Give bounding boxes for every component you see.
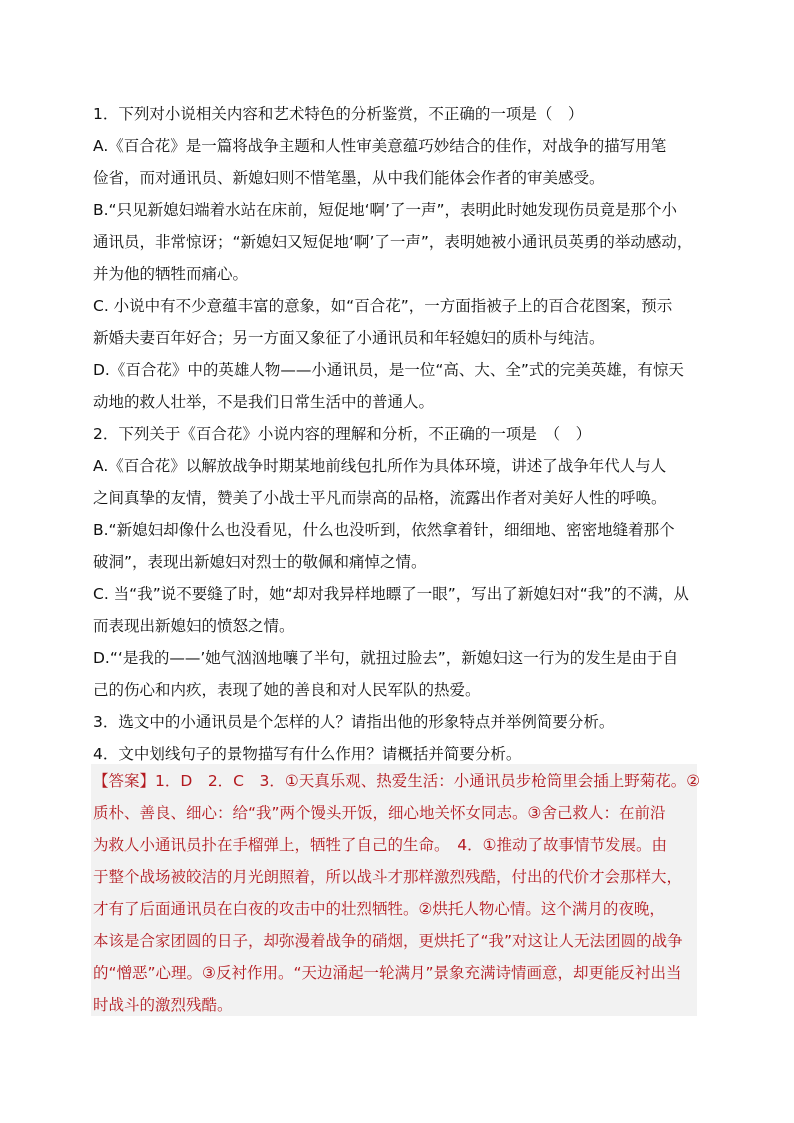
answer-line: 为救人小通讯员扑在手榴弹上，牺牲了自己的生命。 4．①推动了故事情节发展。由 <box>93 836 668 854</box>
q1-option-a-cont: 俭省，而对通讯员、新媳妇则不惜笔墨，从中我们能体会作者的审美感受。 <box>93 169 605 187</box>
q1-option-b: B.“只见新媳妇端着水站在床前，短促地‘啊’了一声”，表明此时她发现伤员竟是那个小 <box>93 201 677 219</box>
q2-option-d-cont: 己的伤心和内疚，表现了她的善良和对人民军队的热爱。 <box>93 681 481 699</box>
q1-option-b-cont: 并为他的牺牲而痛心。 <box>93 265 249 283</box>
q1-option-a: A.《百合花》是一篇将战争主题和人性审美意蕴巧妙结合的佳作，对战争的描写用笔 <box>93 137 667 155</box>
q2-option-a: A.《百合花》以解放战争时期某地前线包扎所作为具体环境，讲述了战争年代人与人 <box>93 457 667 475</box>
q2-option-c: C. 当“我”说不要缝了时，她“却对我异样地瞟了一眼”，写出了新媳妇对“我”的不满，从 <box>93 585 689 603</box>
q1-option-d: D.《百合花》中的英雄人物——小通讯员，是一位“高、大、全”式的完美英雄，有惊天 <box>93 361 684 379</box>
answer-line: 本该是合家团圆的日子，却弥漫着战争的硝烟，更烘托了“我”对这让人无法团圆的战争 <box>93 932 683 950</box>
q1-option-d-cont: 动地的救人壮举，不是我们日常生活中的普通人。 <box>93 393 435 411</box>
answer-line: 才有了后面通讯员在白夜的攻击中的壮烈牺牲。②烘托人物心情。这个满月的夜晚， <box>93 900 665 918</box>
q1-stem: 1．下列对小说相关内容和艺术特色的分析鉴赏，不正确的一项是（ ） <box>93 105 584 123</box>
q1-option-c: C. 小说中有不少意蕴丰富的意象，如“百合花”，一方面指被子上的百合花图案，预示 <box>93 297 673 315</box>
answer-line: 于整个战场被皎洁的月光朗照着，所以战斗才那样激烈残酷，付出的代价才会那样大， <box>93 868 683 886</box>
q1-option-b-cont: 通讯员，非常惊讶；“新媳妇又短促地‘啊’了一声”，表明她被小通讯员英勇的举动感动， <box>93 233 693 251</box>
q2-option-a-cont: 之间真挚的友情，赞美了小战士平凡而崇高的品格，流露出作者对美好人性的呼唤。 <box>93 489 667 507</box>
answer-line: 的“憎恶”心理。③反衬作用。“天边涌起一轮满月”景象充满诗情画意，却更能反衬出当 <box>93 964 682 982</box>
question-section <box>93 98 705 770</box>
answer-tag: 【答案】 <box>93 772 156 790</box>
q2-option-b: B.“新媳妇却像什么也没看见，什么也没听到，依然拿着针，细细地、密密地缝着那个 <box>93 521 675 539</box>
q2-option-c-cont: 而表现出新媳妇的愤怒之情。 <box>93 617 295 635</box>
q3-stem: 3．选文中的小通讯员是个怎样的人？请指出他的形象特点并举例简要分析。 <box>93 713 615 731</box>
q4-stem: 4．文中划线句子的景物描写有什么作用？请概括并简要分析。 <box>93 745 522 763</box>
q2-option-b-cont: 破洞”，表现出新媳妇对烈士的敬佩和痛悼之情。 <box>93 553 427 571</box>
answer-line: 质朴、善良、细心：给“我”两个馒头开饭，细心地关怀女同志。③舍己救人：在前沿 <box>93 804 666 822</box>
q2-option-d: D.“‘是我的——’她气汹汹地嚷了半句，就扭过脸去”，新媳妇这一行为的发生是由于自 <box>93 649 679 667</box>
answer-section <box>93 765 703 1021</box>
answer-first-line-text: 1．D 2．C 3．①天真乐观、热爱生活：小通讯员步枪筒里会插上野菊花。② <box>155 772 701 790</box>
answer-first-line <box>93 765 703 797</box>
q2-stem: 2．下列关于《百合花》小说内容的理解和分析，不正确的一项是 （ ） <box>93 425 592 443</box>
q1-option-c-cont: 新婚夫妻百年好合；另一方面又象征了小通讯员和年轻媳妇的质朴与纯洁。 <box>93 329 605 347</box>
answer-line: 时战斗的激烈残酷。 <box>93 996 233 1014</box>
